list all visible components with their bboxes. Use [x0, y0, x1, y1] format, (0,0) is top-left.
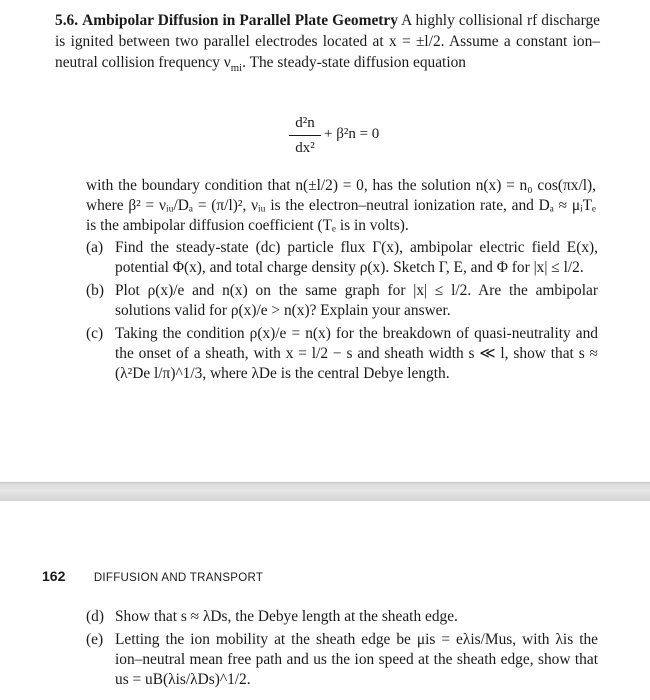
part-c: [86, 324, 598, 384]
section-title: DIFFUSION AND TRANSPORT: [93, 572, 264, 584]
part-label: (c): [86, 325, 104, 342]
problem-intro: A highly collisional rf discharge is ignited between two parallel electrodes located at x = ±l/2. Assume a constant ion–neutral collision frequency ν: [55, 12, 600, 71]
equation-rest: + β²n = 0: [324, 126, 380, 142]
problem-intro-sub: mi: [230, 62, 243, 75]
part-label: (d): [86, 608, 104, 625]
part-label: (a): [86, 239, 104, 256]
diffusion-equation: [0, 112, 650, 162]
page-header: [42, 568, 263, 586]
problem-title: Ambipolar Diffusion in Parallel Plate Geometry: [82, 12, 398, 29]
part-a: [86, 238, 598, 278]
part-text: Plot ρ(x)/e and n(x) on the same graph for |x| ≤ l/2. Are the ambipolar solutions valid for ρ(x)/e > n(x)? Explain your answer.: [115, 282, 598, 319]
parts-list-d-e: [86, 607, 598, 693]
equation-numerator: d²n: [295, 115, 315, 131]
part-text: Find the steady-state (dc) particle flux Γ(x), ambipolar electric field E(x), potential Φ(x), and total charge density ρ(x). Sketch Γ, E, and Φ for |x| ≤ l/2.: [115, 239, 598, 276]
fraction-bar: [289, 135, 321, 136]
page-divider: [0, 482, 650, 502]
equation-fraction: [289, 112, 321, 159]
problem-statement: [55, 10, 600, 73]
equation-denominator: dx²: [295, 140, 315, 156]
part-d: [86, 607, 598, 627]
part-b: [86, 281, 598, 321]
part-text: Letting the ion mobility at the sheath edge be μis = eλis/Mus, with λis the ion–neutral mean free path and us the ion speed at the sheath edge, show that us = uB(λis/λDs)^1/2.: [115, 631, 598, 688]
part-text: Show that s ≈ λDs, the Debye length at the sheath edge.: [115, 608, 458, 625]
problem-intro-end: . The steady-state diffusion equation: [242, 54, 466, 71]
part-text: Taking the condition ρ(x)/e = n(x) for the breakdown of quasi-neutrality and the onset of a sheath, with x = l/2 − s and sheath width s ≪ l, show that s ≈ (λ²De l/π)^1/3, where λDe is the central Debye length.: [115, 325, 598, 382]
part-label: (b): [86, 282, 104, 299]
boundary-condition-text: with the boundary condition that n(±l/2) = 0, has the solution n(x) = n₀ cos(πx/l), where β² = νᵢᵤ/Dₐ = (π/l)², νᵢᵤ is the electron–neutral ionization rate, and Dₐ ≈ μᵢTₑ is the ambipolar diffusion coefficient (Tₑ is in volts).: [86, 177, 596, 234]
parts-list-a-c: [86, 238, 598, 387]
part-label: (e): [86, 631, 104, 648]
page-number: 162: [42, 568, 66, 584]
part-e: [86, 630, 598, 690]
problem-number: 5.6.: [55, 12, 79, 29]
